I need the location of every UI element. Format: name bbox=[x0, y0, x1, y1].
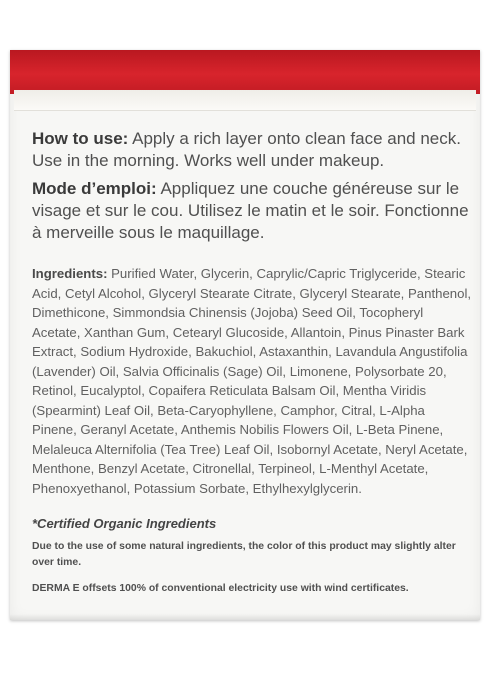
red-top-band bbox=[10, 50, 480, 94]
mode-emploi-label: Mode d’emploi: bbox=[32, 179, 157, 198]
how-to-use-label: How to use: bbox=[32, 129, 129, 148]
ingredients-list: Purified Water, Glycerin, Caprylic/Capric Triglyceride, Stearic Acid, Cetyl Alcohol, Glyceryl Stearate Citrate, Glyceryl Stearate, Panthenol, Dimethicone, Simmondsia Chinensis (Jojoba) Seed Oil, Tocopheryl Acetate, Xanthan Gum, Cetearyl Glucoside, Allantoin, Pinus Pinaster Bark Extract, Sodium Hydroxide, Bakuchiol, Astaxanthin, Lavandula Angustifolia (Lavender) Oil, Salvia Officinalis (Sage) Oil, Limonene, Polysorbate 20, Retinol, Eucalyptol, Copaifera Reticulata Balsam Oil, Mentha Viridis (Spearmint) Leaf Oil, Beta-Caryophyllene, Camphor, Citral, L-Alpha Pinene, Geranyl Acetate, Anthemis Nobilis Flowers Oil, L-Beta Pinene, Melaleuca Alternifolia (Tea Tree) Leaf Oil, Isobornyl Acetate, Neryl Acetate, Menthone, Benzyl Acetate, Citronellal, Terpineol, L-Menthyl Acetate, Phenoxyethanol, Potassium Sorbate, Ethylhexylglycerin. bbox=[32, 266, 472, 496]
mode-emploi-text: Appliquez une couche généreuse sur le visage et sur le cou. Utilisez le matin et le soir. Fonctionne à merveille sous le maquillage. bbox=[32, 179, 469, 242]
how-to-use-text: Apply a rich layer onto clean face and neck. Use in the morning. Works well under makeup. bbox=[32, 129, 461, 170]
box-lid-edge bbox=[14, 90, 476, 111]
wind-offsets-notice: DERMA E offsets 100% of conventional electricity use with wind certificates. bbox=[32, 583, 409, 594]
ingredients-label: Ingredients: bbox=[32, 266, 108, 281]
mode-emploi-paragraph bbox=[32, 178, 472, 244]
color-notice: Due to the use of some natural ingredients, the color of this product may slightly alter over time. bbox=[32, 541, 456, 568]
how-to-use-paragraph bbox=[32, 128, 472, 172]
box-bottom-shadow bbox=[10, 614, 480, 620]
certified-organic-note: *Certified Organic Ingredients bbox=[32, 516, 217, 531]
product-box-panel bbox=[10, 50, 480, 620]
label-content bbox=[32, 128, 472, 597]
ingredients-paragraph bbox=[32, 264, 472, 498]
